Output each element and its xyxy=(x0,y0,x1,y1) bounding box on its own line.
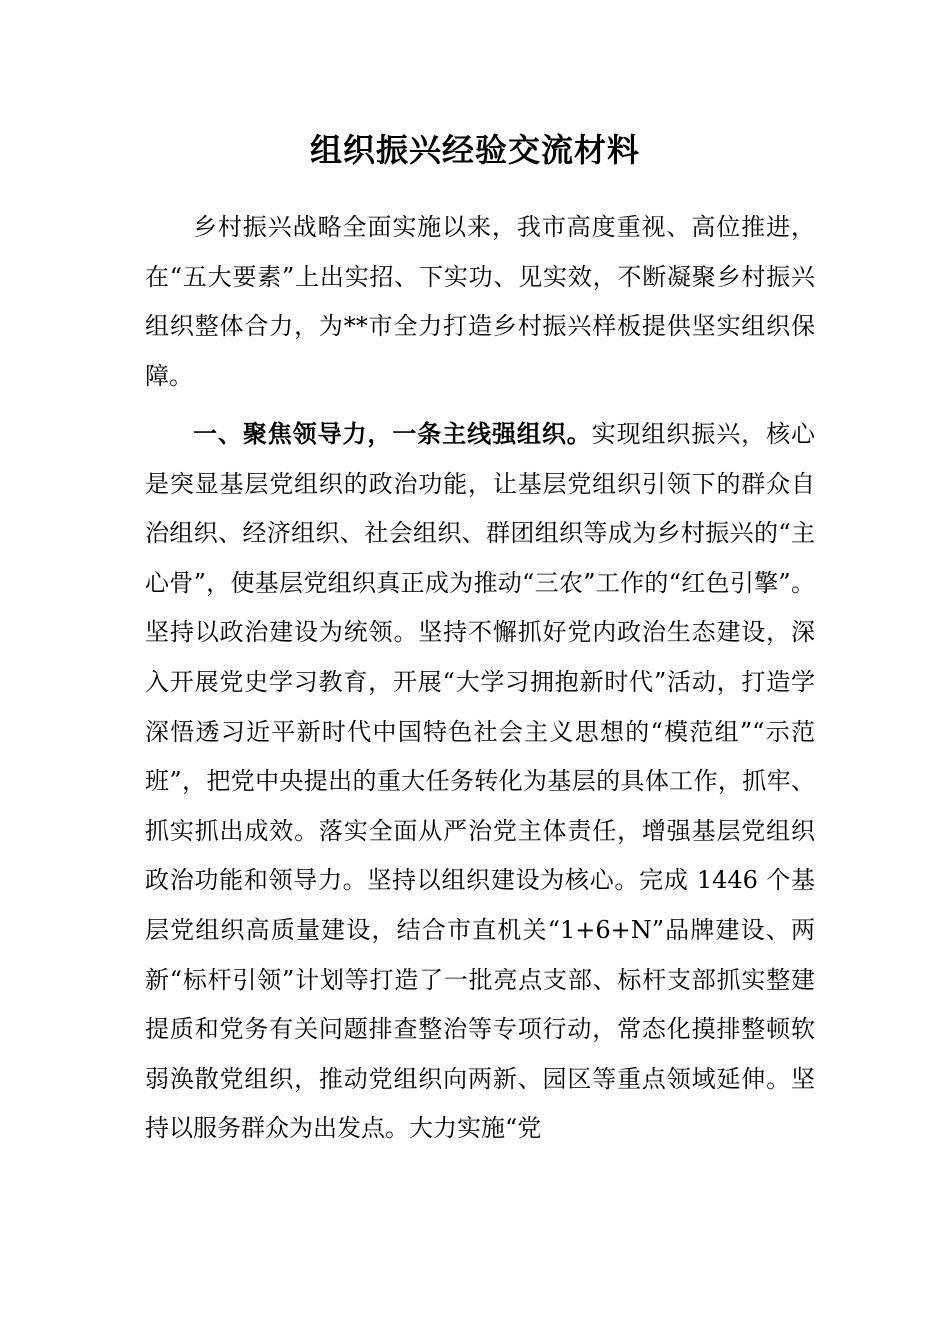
section-one-paragraph xyxy=(145,410,815,1154)
intro-paragraph-text: 乡村振兴战略全面实施以来，我市高度重视、高位推进，在“五大要素”上出实招、下实功、见实效，不断凝聚乡村振兴组织整体合力，为**市全力打造乡村振兴样板提供坚实组织保障。 xyxy=(145,213,815,390)
section-one-text: 实现组织振兴，核心是突显基层党组织的政治功能，让基层党组织引领下的群众自治组织、经济组织、社会组织、群团组织等成为乡村振兴的“主心骨”，使基层党组织真正成为推动“三农”工作的“红色引擎”。坚持以政治建设为统领。坚持不懈抓好党内政治生态建设，深入开展党史学习教育，开展“大学习拥抱新时代”活动，打造学深悟透习近平新时代中国特色社会主义思想的“模范组”“示范班”，把党中央提出的重大任务转化为基层的具体工作，抓牢、抓实抓出成效。落实全面从严治党主体责任，增强基层党组织政治功能和领导力。坚持以组织建设为核心。完成 1446 个基层党组织高质量建设，结合市直机关“1+6+N”品牌建设、两新“标杆引领”计划等打造了一批亮点支部、标杆支部抓实整建提质和党务有关问题排查整治等专项行动，常态化摸排整顿软弱涣散党组织，推动党组织向两新、园区等重点领域延伸。坚持以服务群众为出发点。大力实施“党 xyxy=(145,420,816,1143)
intro-paragraph xyxy=(145,203,815,401)
document-title: 组织振兴经验交流材料 xyxy=(309,131,640,169)
section-one-heading: 一、聚焦领导力，一条主线强组织。 xyxy=(193,420,592,448)
